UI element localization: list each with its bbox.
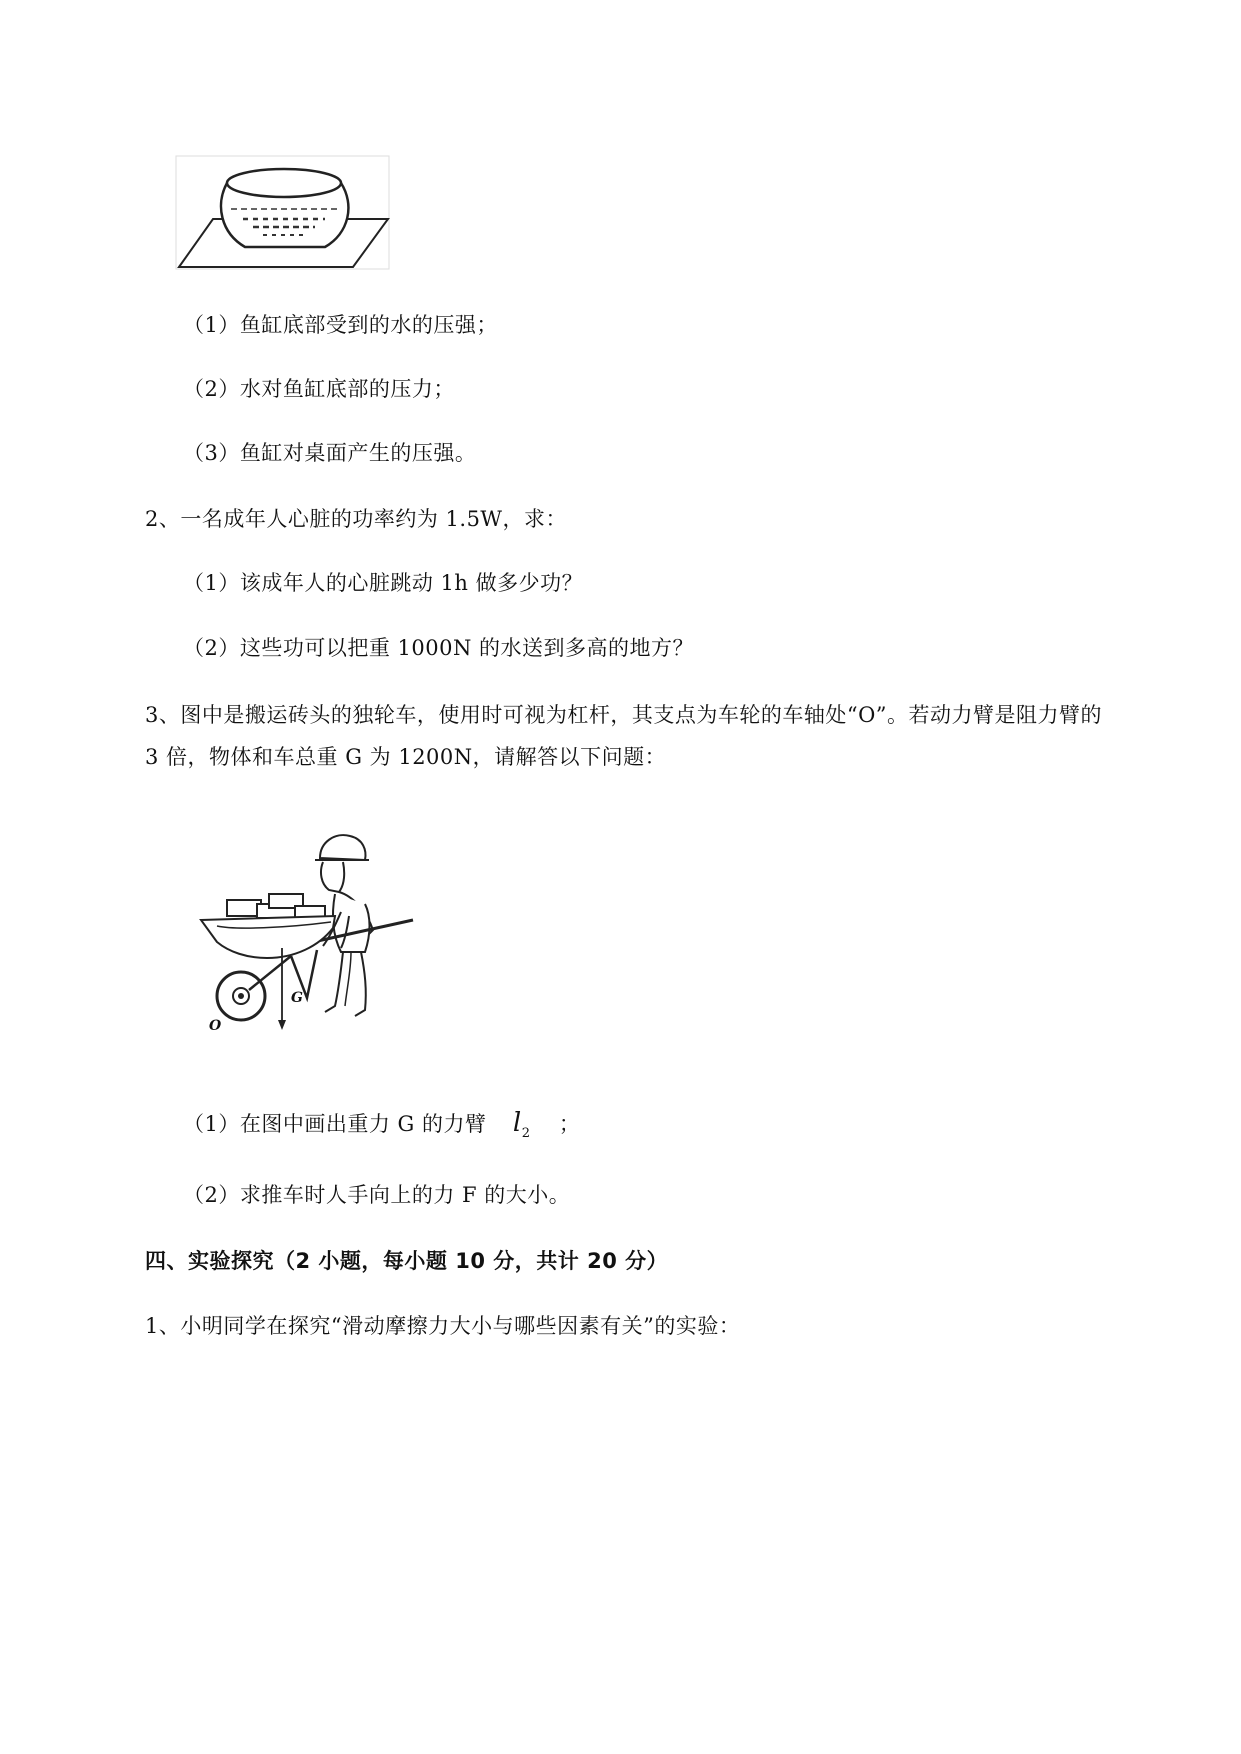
problem1-question1: （1）鱼缸底部受到的水的压强； bbox=[183, 313, 498, 337]
problem3-question1 bbox=[183, 1108, 580, 1149]
lever-arm-subscript: 2 bbox=[521, 1126, 531, 1141]
problem2-question2: （2）这些功可以把重 1000N 的水送到多高的地方？ bbox=[183, 636, 695, 660]
problem3-question1-text: （1）在图中画出重力 G 的力臂 bbox=[183, 1112, 487, 1136]
section4-heading: 四、实验探究（2 小题，每小题 10 分，共计 20 分） bbox=[145, 1249, 669, 1273]
problem1-question3: （3）鱼缸对桌面产生的压强。 bbox=[183, 441, 477, 465]
problem2-stem: 2、一名成年人心脏的功率约为 1.5W，求： bbox=[145, 507, 568, 531]
problem3-question2: （2）求推车时人手向上的力 F 的大小。 bbox=[183, 1183, 571, 1207]
section4-problem1-stem: 1、小明同学在探究“滑动摩擦力大小与哪些因素有关”的实验： bbox=[145, 1314, 741, 1338]
fish-tank-on-table-illustration-icon bbox=[175, 155, 390, 270]
gravity-label-g: G bbox=[291, 990, 303, 1006]
lever-arm-symbol: l bbox=[512, 1108, 522, 1138]
problem3-stem-line2: 3 倍，物体和车总重 G 为 1200N，请解答以下问题： bbox=[145, 745, 667, 769]
problem1-question2: （2）水对鱼缸底部的压力； bbox=[183, 377, 455, 401]
fulcrum-label-o: O bbox=[209, 1018, 222, 1034]
problem3-question1-suffix: ； bbox=[558, 1112, 581, 1136]
wheelbarrow-figure bbox=[195, 820, 425, 1040]
problem3-stem-line1: 3、图中是搬运砖头的独轮车，使用时可视为杠杆，其支点为车轮的车轴处“O”。若动力臂是阻力臂的 bbox=[145, 703, 1103, 727]
fish-tank-figure bbox=[175, 155, 390, 270]
problem2-question1: （1）该成年人的心脏跳动 1h 做多少功？ bbox=[183, 571, 584, 595]
worker-pushing-wheelbarrow-illustration-icon bbox=[195, 820, 425, 1040]
